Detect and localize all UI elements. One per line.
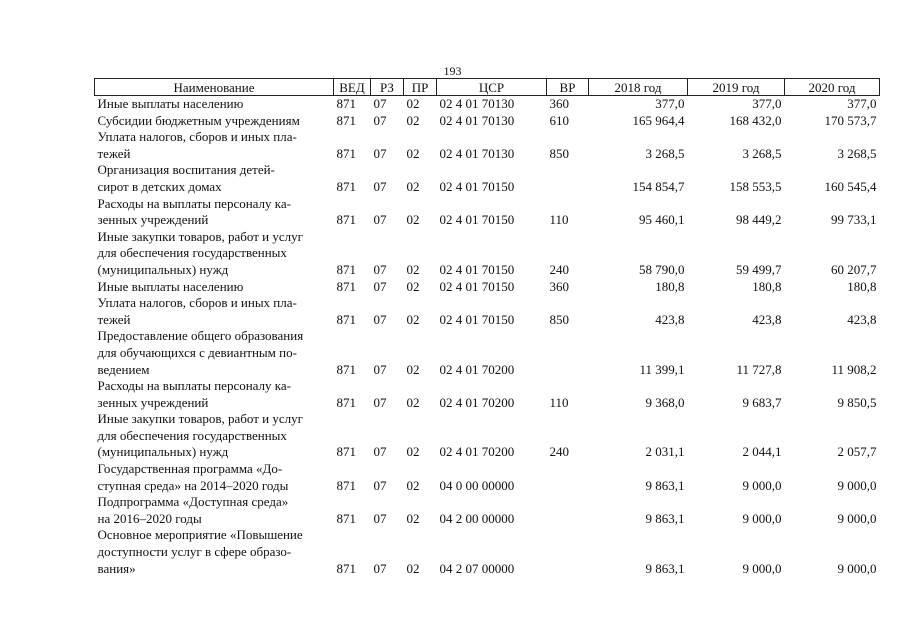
cell-csr: 02 4 01 70150 [439,261,515,277]
header-2019: 2019 год [688,79,785,96]
cell-rz: 07 [373,112,387,128]
cell-2020: 180,8 [847,278,877,294]
cell-name [95,378,334,411]
cell-csr: 02 4 01 70150 [439,311,515,327]
cell-name-line: Организация воспитания детей- [97,162,275,178]
cell-vr: 110 [549,212,569,228]
cell-2019: 180,8 [752,278,782,294]
cell-csr: 02 4 01 70200 [439,361,515,377]
cell-ved: 871 [336,311,356,327]
cell-csr: 02 4 01 70130 [439,145,515,161]
cell-name-line: сирот в детских домах [97,178,222,194]
cell-csr: 02 4 01 70150 [439,212,515,228]
cell-name-line: зенных учреждений [97,212,209,228]
cell-name-line: ведением [97,361,150,377]
table-row [95,196,880,229]
cell-name-line: (муниципальных) нужд [97,444,229,460]
cell-2020: 9 000,0 [837,510,877,526]
cell-name [95,527,334,577]
cell-name-line: Расходы на выплаты персоналу ка- [97,378,292,394]
cell-csr: 04 2 07 00000 [439,560,515,576]
cell-name-line: вания» [97,560,136,576]
table-row [95,461,880,494]
cell-ved: 871 [336,510,356,526]
cell-vr: 850 [549,311,569,327]
cell-ved: 871 [336,178,356,194]
cell-2018: 9 863,1 [645,477,685,493]
cell-name-line: Расходы на выплаты персоналу ка- [97,195,292,211]
header-name: Наименование [95,79,334,96]
cell-ved: 871 [336,145,356,161]
cell-rz: 07 [373,394,387,410]
cell-name-line: Иные выплаты населению [97,96,244,111]
table-row [95,295,880,328]
cell-vr: 110 [549,394,569,410]
cell-2019: 9 683,7 [742,394,782,410]
header-2018: 2018 год [589,79,688,96]
cell-name-line: для обучающихся с девиантным по- [97,344,297,360]
cell-rz: 07 [373,560,387,576]
cell-vr: 610 [549,112,569,128]
cell-name-line: тежей [97,311,131,327]
cell-2019: 98 449,2 [736,212,782,228]
cell-2020: 423,8 [847,311,877,327]
cell-name [95,96,334,113]
cell-vr: 240 [549,261,569,277]
cell-2018: 423,8 [655,311,685,327]
cell-2018: 58 790,0 [639,261,685,277]
cell-rz: 07 [373,96,387,111]
cell-pr: 02 [406,560,420,576]
cell-rz: 07 [373,477,387,493]
cell-2018: 11 399,1 [639,361,685,377]
cell-ved: 871 [336,444,356,460]
cell-2019: 377,0 [752,96,782,111]
table-row [95,378,880,411]
cell-2018: 9 863,1 [645,510,685,526]
cell-name [95,129,334,162]
cell-2018: 2 031,1 [645,444,685,460]
cell-2020: 9 000,0 [837,560,877,576]
cell-2019: 9 000,0 [742,510,782,526]
cell-2019: 2 044,1 [742,444,782,460]
cell-vr [547,527,589,577]
cell-ved: 871 [336,361,356,377]
cell-ved: 871 [336,261,356,277]
cell-name [95,411,334,461]
table-body [95,96,880,578]
cell-csr: 02 4 01 70130 [439,112,515,128]
cell-csr: 02 4 01 70150 [439,278,515,294]
table-row [95,328,880,378]
cell-2019: 168 432,0 [729,112,782,128]
cell-name [95,461,334,494]
table-header-row [95,79,880,96]
cell-pr: 02 [406,112,420,128]
cell-2018: 154 854,7 [632,178,685,194]
cell-name-line: (муниципальных) нужд [97,261,229,277]
table-row [95,162,880,195]
cell-2020: 99 733,1 [831,212,877,228]
cell-name-line: на 2016–2020 годы [97,510,202,526]
cell-2020: 11 908,2 [831,361,877,377]
cell-2019: 423,8 [752,311,782,327]
cell-csr: 02 4 01 70150 [439,178,515,194]
cell-vr: 360 [549,96,569,111]
cell-2019: 11 727,8 [736,361,782,377]
cell-2018: 180,8 [655,278,685,294]
cell-pr: 02 [406,178,420,194]
cell-vr [547,328,589,378]
cell-pr: 02 [406,510,420,526]
budget-table [94,78,880,577]
table-row [95,279,880,296]
cell-name-line: Субсидии бюджетным учреждениям [97,112,300,128]
cell-2020: 3 268,5 [837,145,877,161]
table-row [95,129,880,162]
table-row [95,113,880,130]
cell-rz: 07 [373,261,387,277]
cell-vr [547,162,589,195]
cell-pr: 02 [406,444,420,460]
cell-name-line: Предоставление общего образования [97,328,304,344]
cell-2019: 9 000,0 [742,560,782,576]
table-row [95,229,880,279]
cell-name-line: тежей [97,145,131,161]
cell-ved: 871 [336,394,356,410]
cell-name-line: Уплата налогов, сборов и иных пла- [97,295,297,311]
cell-pr: 02 [406,96,420,111]
cell-name-line: для обеспечения государственных [97,245,287,261]
cell-ved: 871 [336,212,356,228]
cell-name-line: доступности услуг в сфере образо- [97,544,292,560]
cell-rz: 07 [373,278,387,294]
cell-name [95,162,334,195]
cell-name-line: Иные выплаты населению [97,278,244,294]
cell-ved: 871 [336,96,356,111]
cell-vr: 850 [549,145,569,161]
cell-2020: 9 850,5 [837,394,877,410]
cell-rz: 07 [373,311,387,327]
cell-rz: 07 [373,145,387,161]
cell-2020: 2 057,7 [837,444,877,460]
cell-rz: 07 [373,178,387,194]
cell-name [95,229,334,279]
table-row [95,411,880,461]
cell-vr: 240 [549,444,569,460]
cell-name-line: для обеспечения государственных [97,427,287,443]
cell-csr: 02 4 01 70200 [439,444,515,460]
header-pr: ПР [404,79,437,96]
cell-pr: 02 [406,278,420,294]
cell-2018: 95 460,1 [639,212,685,228]
cell-csr: 02 4 01 70200 [439,394,515,410]
cell-csr: 04 0 00 00000 [439,477,515,493]
cell-name-line: ступная среда» на 2014–2020 годы [97,477,289,493]
cell-name [95,113,334,130]
cell-pr: 02 [406,261,420,277]
header-2020: 2020 год [785,79,880,96]
cell-pr: 02 [406,361,420,377]
cell-name-line: Уплата налогов, сборов и иных пла- [97,129,297,145]
cell-name-line: Иные закупки товаров, работ и услуг [97,411,303,427]
cell-2018: 3 268,5 [645,145,685,161]
header-vr: ВР [547,79,589,96]
cell-name [95,279,334,296]
cell-2020: 170 573,7 [824,112,877,128]
cell-2019: 3 268,5 [742,145,782,161]
cell-2019: 9 000,0 [742,477,782,493]
cell-rz: 07 [373,444,387,460]
table-row [95,494,880,527]
cell-name-line: Подпрограмма «Доступная среда» [97,494,289,510]
cell-name [95,295,334,328]
cell-2020: 60 207,7 [831,261,877,277]
cell-name [95,494,334,527]
cell-pr: 02 [406,311,420,327]
table-row [95,527,880,577]
cell-name-line: Основное мероприятие «Повышение [97,527,303,543]
cell-pr: 02 [406,394,420,410]
cell-csr: 04 2 00 00000 [439,510,515,526]
cell-name [95,328,334,378]
cell-2019: 59 499,7 [736,261,782,277]
page-number: 193 [443,64,462,78]
cell-ved: 871 [336,477,356,493]
cell-name-line: зенных учреждений [97,394,209,410]
cell-rz: 07 [373,361,387,377]
cell-2018: 9 863,1 [645,560,685,576]
header-csr: ЦСР [437,79,547,96]
cell-2020: 377,0 [847,96,877,111]
cell-vr: 360 [549,278,569,294]
cell-2018: 377,0 [655,96,685,111]
header-rz: РЗ [371,79,404,96]
cell-name-line: Иные закупки товаров, работ и услуг [97,228,303,244]
cell-name [95,196,334,229]
cell-vr [547,461,589,494]
cell-name-line: Государственная программа «До- [97,461,283,477]
cell-pr: 02 [406,145,420,161]
cell-rz: 07 [373,510,387,526]
cell-vr [547,494,589,527]
table-row [95,96,880,113]
cell-2019: 158 553,5 [729,178,782,194]
cell-ved: 871 [336,278,356,294]
cell-ved: 871 [336,560,356,576]
cell-2018: 165 964,4 [632,112,685,128]
cell-ved: 871 [336,112,356,128]
cell-rz: 07 [373,212,387,228]
cell-2020: 160 545,4 [824,178,877,194]
cell-2018: 9 368,0 [645,394,685,410]
cell-pr: 02 [406,477,420,493]
cell-pr: 02 [406,212,420,228]
cell-2020: 9 000,0 [837,477,877,493]
header-ved: ВЕД [334,79,371,96]
cell-csr: 02 4 01 70130 [439,96,515,111]
